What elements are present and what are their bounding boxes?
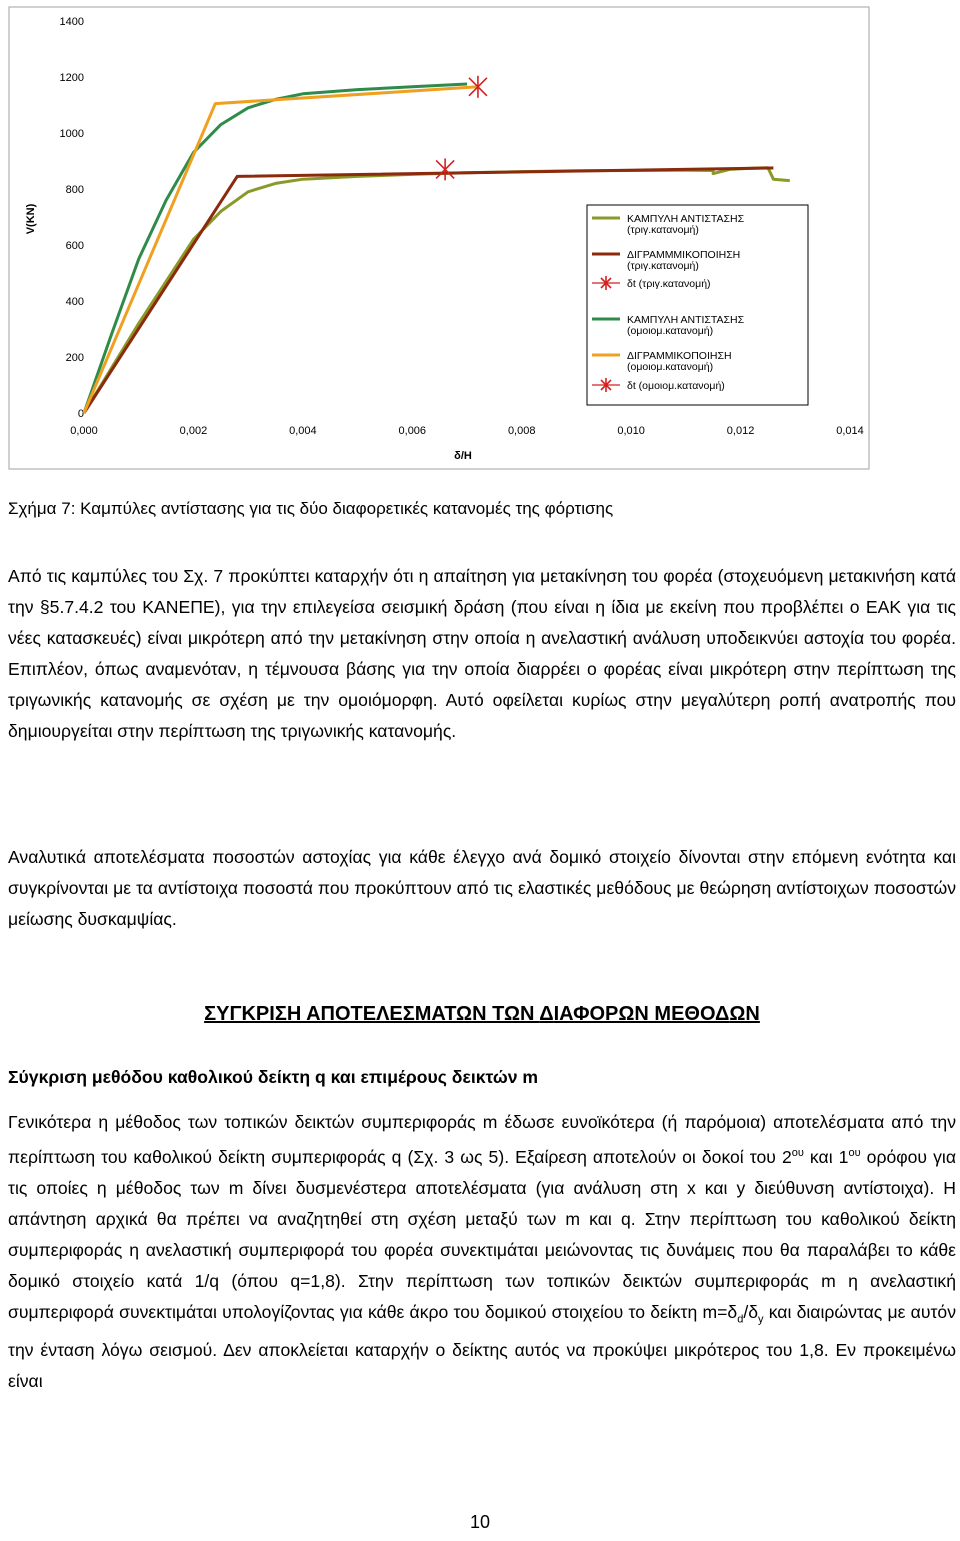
- paragraph-2: Αναλυτικά αποτελέσματα ποσοστών αστοχίας για κάθε έλεγχο ανά δομικό στοιχείο δίνονται στην επόμενη ενότητα και συγκρίνονται με τα αντίστοιχα ποσοστά που προκύπτουν από τις ελαστικές μεθόδους με θεώρηση αντίστοιχων ποσοστών μείωσης δυσκαμψίας.: [8, 847, 956, 929]
- resistance-curves-chart: [8, 6, 874, 473]
- legend-label-sub: (τριγ.κατανομή): [627, 260, 699, 272]
- page-number: 10: [469, 1512, 491, 1532]
- legend-label-sub: (ομοιομ.κατανομή): [627, 361, 714, 373]
- p3-sup-1: ου: [791, 1147, 804, 1159]
- paragraph-1: Από τις καμπύλες του Σχ. 7 προκύπτει καταρχήν ότι η απαίτηση για μετακίνηση του φορέα (στοχευόμενη μετακινήση κατά την §5.7.4.2 του ΚΑΝΕΠΕ), για την επιλεγείσα σεισμική δράση (που είναι η ίδια με εκείνη που προβλέπει ο ΕΑΚ για τις νέες κατασκευές) είναι μικρότερη από την μετακίνηση στην οποία η ανελαστική ανάλυση υποδεικνύει αστοχία του φορέα. Επιπλέον, όπως αναμενόταν, η τέμνουσα βάσης για την οποία διαρρέει ο φορέας είναι μικρότερη στην περίπτωση της τριγωνικής κατανομής σε σχέση με την ομοιόμορφη. Αυτό οφείλεται κυρίως στην μεγαλύτερη ροπή ανατροπής που δημιουργείται στην περίπτωση της τριγωνικής κατανομής.: [8, 566, 956, 741]
- legend-label: ΚΑΜΠΥΛΗ ΑΝΤΙΣΤΑΣΗΣ: [627, 314, 745, 326]
- y-tick-label: 400: [65, 296, 84, 308]
- p3-text-4: /δ: [743, 1301, 759, 1322]
- y-tick-label: 1000: [59, 128, 84, 140]
- y-tick-label: 0: [77, 408, 84, 420]
- x-axis-label: δ/H: [454, 450, 472, 462]
- legend-entry: [592, 276, 711, 290]
- legend-label: δt (τριγ.κατανομή): [627, 278, 711, 290]
- p3-text-5: και διαιρώντας με αυτόν την ένταση λόγω σεισμού. Δεν αποκλείεται καταρχήν ο δείκτης αυτός να προκύψει μικρότερος του 1,8. Εν προκειμένω είναι: [8, 1301, 956, 1392]
- x-tick-label: 0,000: [70, 425, 98, 437]
- y-tick-label: 1200: [59, 72, 84, 84]
- legend-label: ΚΑΜΠΥΛΗ ΑΝΤΙΣΤΑΣΗΣ: [627, 213, 745, 225]
- heading-part-5: ΩΝ: [729, 1003, 760, 1025]
- x-tick-label: 0,010: [617, 425, 645, 437]
- heading-part-3: ΙΑΦΟΡΩΝ ΜΕΘΟ: [553, 1003, 716, 1025]
- y-tick-label: 1400: [59, 16, 84, 28]
- y-axis-label: V(KN): [25, 203, 37, 235]
- legend-label: δt (ομοιομ.κατανομή): [627, 380, 725, 392]
- legend-label: ΔΙΓΡΑΜΜΜΙΚΟΠΟΙΗΣΗ: [627, 249, 741, 261]
- figure-caption: Σχήμα 7: Καμπύλες αντίστασης για τις δύο διαφορετικές κατανομές της φόρτισης: [8, 499, 614, 518]
- chart-legend: [587, 205, 808, 405]
- y-tick-label: 200: [65, 352, 84, 364]
- paragraph-3: [8, 1107, 956, 1397]
- x-tick-label: 0,014: [836, 425, 864, 437]
- legend-label-sub: (τριγ.κατανομή): [627, 224, 699, 236]
- p3-text-2: και 1: [803, 1146, 849, 1167]
- x-tick-label: 0,008: [507, 425, 536, 437]
- heading-part-4: Δ: [715, 1003, 730, 1025]
- p3-sub-1: d: [737, 1313, 744, 1326]
- p3-text-1: Γενικότερα η μέθοδος των τοπικών δεικτών συμπεριφοράς m έδωσε ευνοϊκότερα (ή παρόμοια) αποτελέσματα από την περίπτωση του καθολικού δείκτη συμπεριφοράς q (Σχ. 3 ως 5). Εξαίρεση αποτελούν οι δοκοί του 2: [8, 1112, 956, 1167]
- legend-label-sub: (ομοιομ.κατανομή): [627, 325, 714, 337]
- legend-label: ΔΙΓΡΑΜΜΙΚΟΠΟΙΗΣΗ: [627, 350, 732, 362]
- p3-sub-2: y: [758, 1313, 764, 1326]
- heading-part-1: ΣΥΓΚΡΙΣΗ ΑΠΟΤΕΛΕΣΜΑΤΩΝ ΤΩΝ: [204, 1003, 540, 1025]
- x-tick-label: 0,002: [179, 425, 208, 437]
- x-tick-label: 0,004: [289, 425, 317, 437]
- section-heading: [8, 1003, 956, 1026]
- x-tick-label: 0,006: [398, 425, 427, 437]
- x-tick-label: 0,012: [726, 425, 755, 437]
- p3-text-3: ορόφου για τις οποίες η μέθοδος των m δίνει δυσμενέστερα αποτελέσματα (για ανάλυση στη x και y διεύθυνση αντίστοιχα). Η απάντηση αρχικά θα πρέπει να αναζητηθεί στη σχέση μεταξύ των m και q. Στην περίπτωση του καθολικού δείκτη συμπεριφοράς η ανελαστική συμπεριφορά του φορέα συνεκτιμάται μειώνοντας τις δυνάμεις που θα παραλάβει το κάθε δομικό στοιχείο κατά 1/q (όπου q=1,8). Στην περίπτωση των τοπικών δεικτών συμπεριφοράς m η ανελαστική συμπεριφορά συνεκτιμάται υπολογίζοντας για κάθε άκρο του δομικού στοιχείου το δείκτη m=δ: [8, 1146, 956, 1322]
- heading-part-2: Δ: [539, 1003, 554, 1025]
- y-tick-label: 800: [65, 184, 84, 196]
- subsection-heading: Σύγκριση μεθόδου καθολικού δείκτη q και επιμέρους δεικτών m: [8, 1067, 539, 1087]
- y-tick-label: 600: [65, 240, 84, 252]
- p3-sup-2: ου: [848, 1147, 861, 1159]
